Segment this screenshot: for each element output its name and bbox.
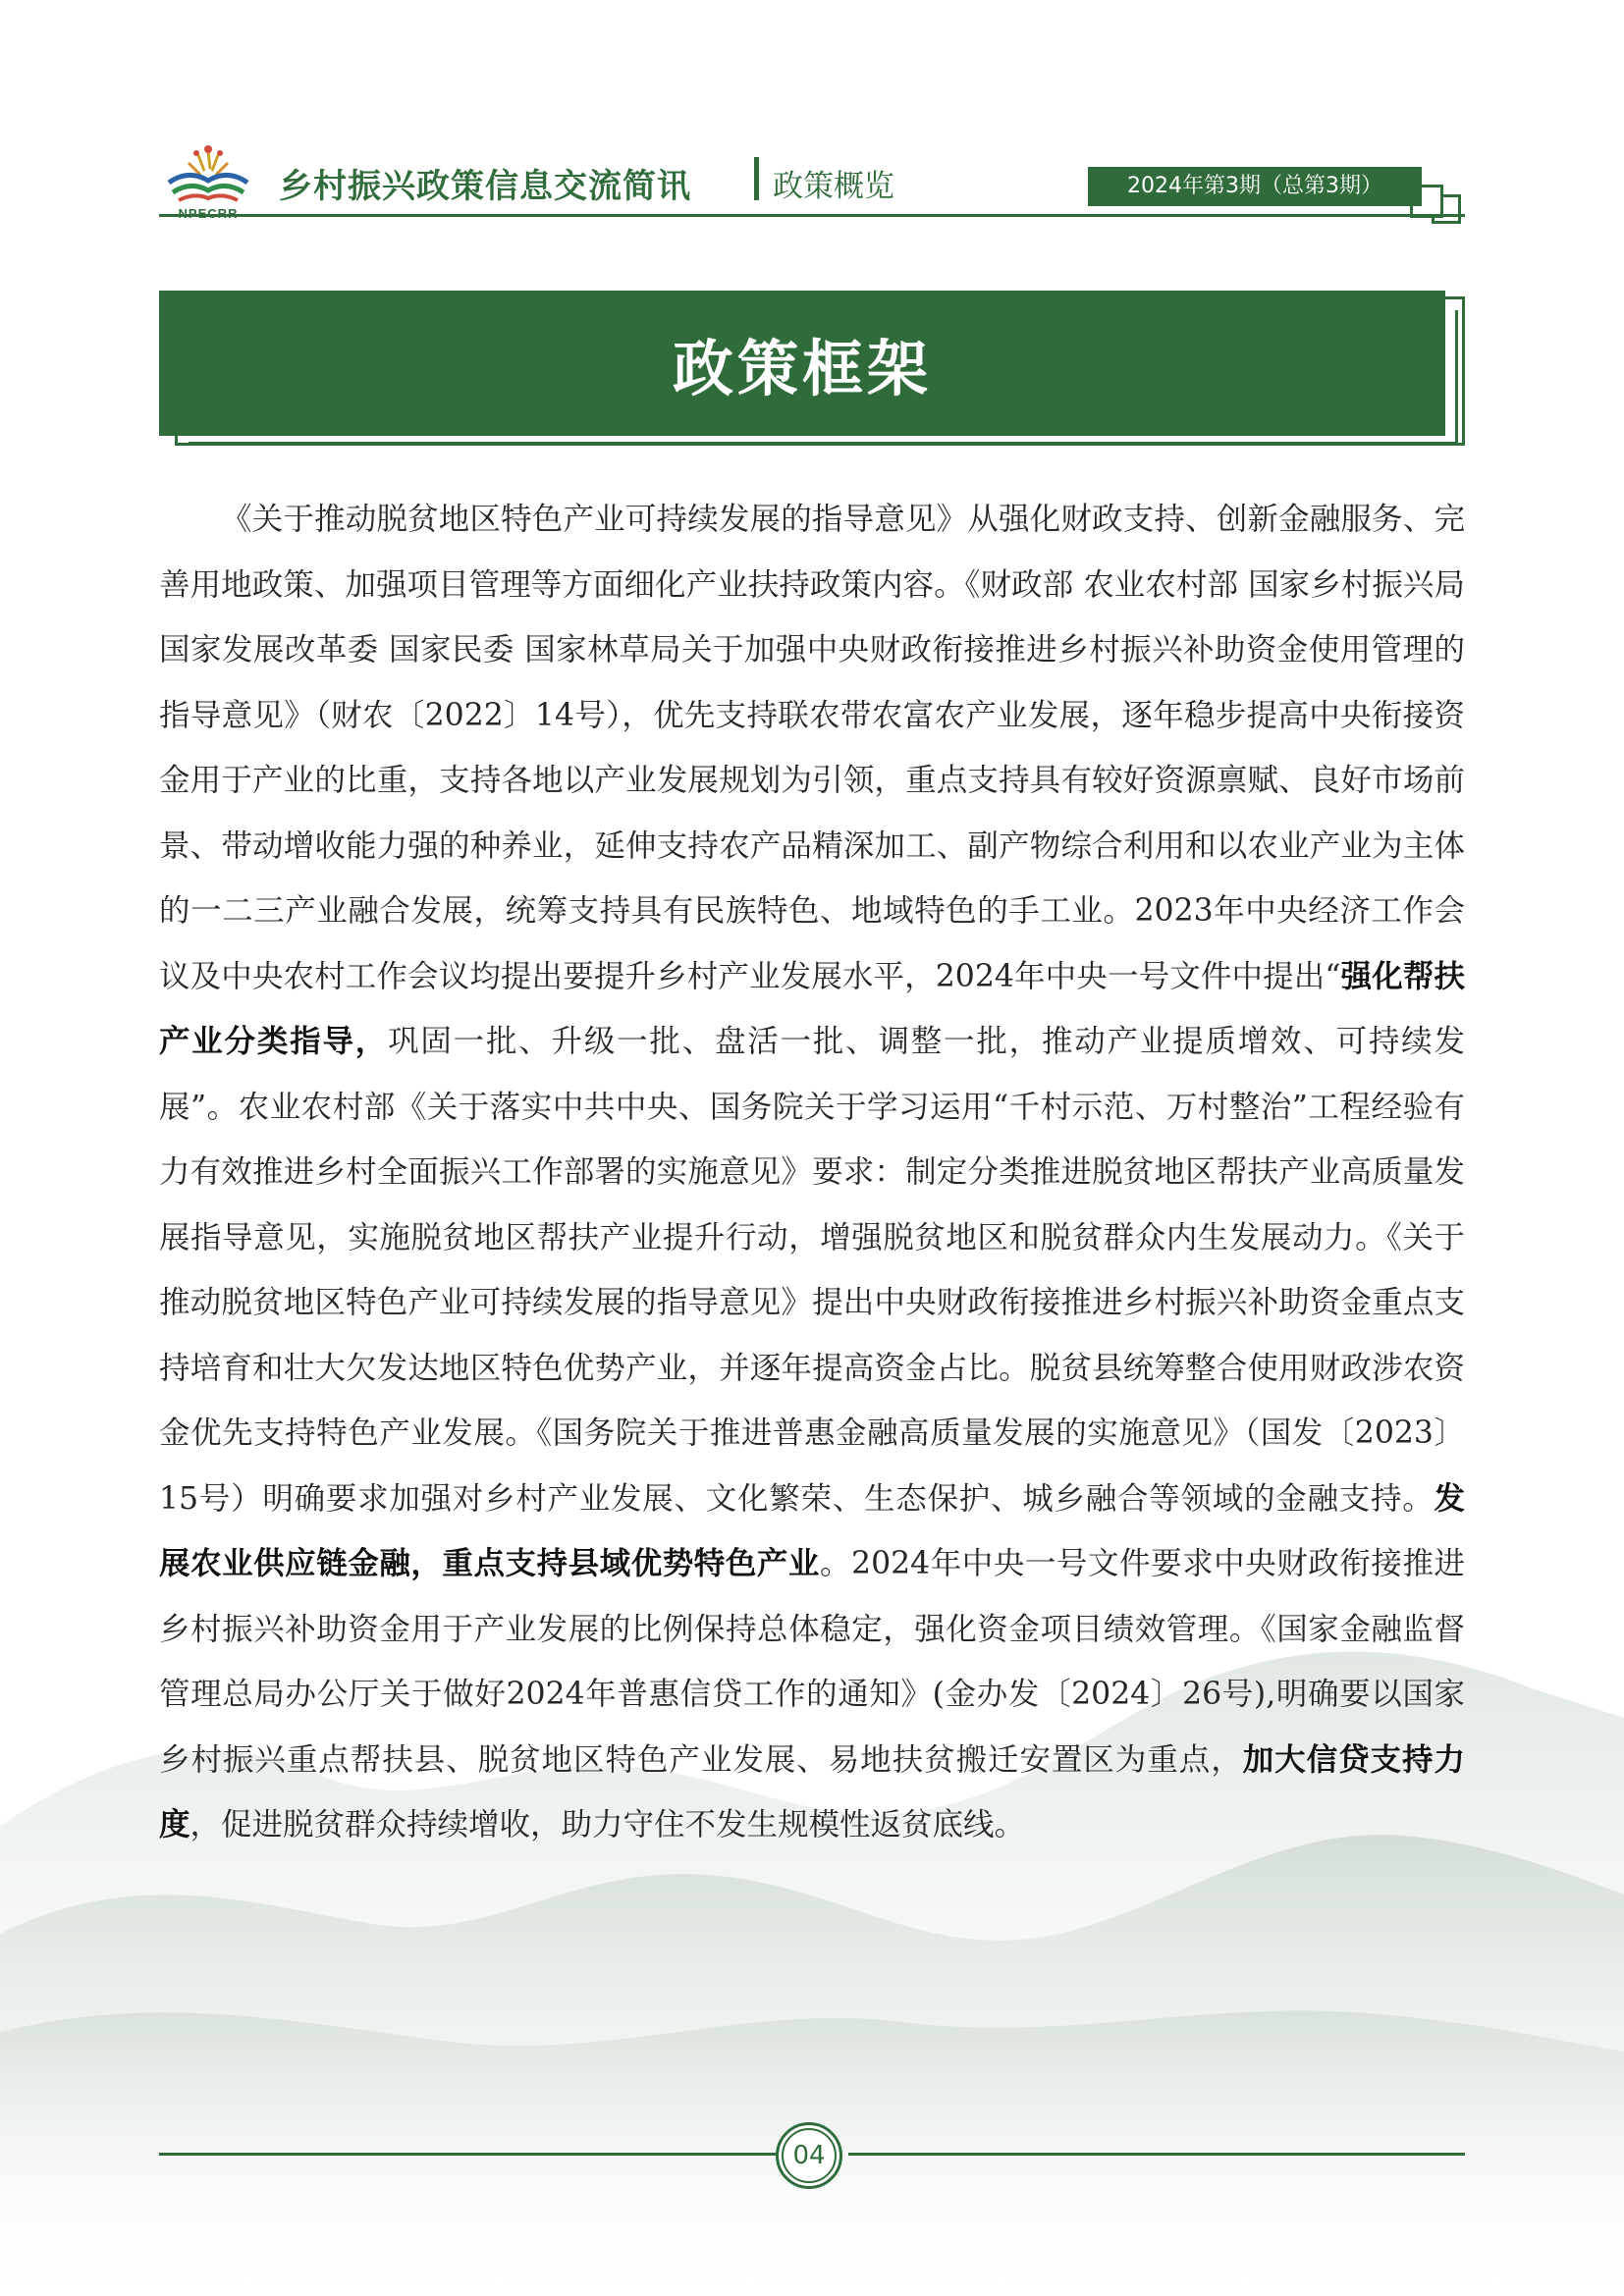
section-name: 政策概览: [773, 169, 894, 204]
header-rule: [159, 214, 1465, 217]
page-number: 04: [782, 2128, 837, 2183]
footer-rule: [159, 2153, 776, 2156]
body-text: ，促进脱贫群众持续增收，助力守住不发生规模性返贫底线。: [189, 1807, 1026, 1842]
footer-rule: [848, 2153, 1465, 2156]
emphasis-text: 强化帮扶产业分类指导，: [159, 957, 1465, 1059]
publication-title: 乡村振兴政策信息交流简讯: [279, 167, 691, 206]
page-header: [159, 137, 1465, 226]
page-title: 政策框架: [672, 332, 932, 404]
wheat-logo-icon: [159, 143, 257, 208]
article-body: [159, 487, 1465, 1858]
title-banner: [159, 291, 1445, 436]
paragraph: [159, 487, 1465, 1858]
issue-label: 2024年第3期（总第3期）: [1088, 167, 1422, 206]
page-number-badge: [776, 2122, 842, 2189]
body-text: 。2024年中央一号文件要求中央财政衔接推进乡村振兴补助资金用于产业发展的比例保持总体稳定，强化资金项目绩效管理。《国家金融监督管理总局办公厅关于做好2024年普惠信贷工作的通知》(金办发〔2024〕26号),明确要以国家乡村振兴重点帮扶县、脱贫地区特色产业发展、易地扶贫搬迁安置区为重点，: [159, 1546, 1465, 1778]
emphasis-text: 发展农业供应链金融，重点支持县域优势特色产业: [159, 1479, 1465, 1581]
header-separator: [754, 157, 759, 200]
body-text: 《关于推动脱贫地区特色产业可持续发展的指导意见》从强化财政支持、创新金融服务、完善用地政策、加强项目管理等方面细化产业扶持政策内容。《财政部 农业农村部 国家乡村振兴局 国家发展改革委 国家民委 国家林草局关于加强中央财政衔接推进乡村振兴补助资金使用管理的指导意见》（财农〔2022〕14号），优先支持联农带农富农产业发展，逐年稳步提高中央衔接资金用于产业的比重，支持各地以产业发展规划为引领，重点支持具有较好资源禀赋、良好市场前景、带动增收能力强的种养业，延伸支持农产品精深加工、副产物综合利用和以农业产业为主体的一二三产业融合发展，统筹支持具有民族特色、地域特色的手工业。2023年中央经济工作会议及中央农村工作会议均提出要提升乡村产业发展水平，2024年中央一号文件中提出“: [159, 502, 1465, 994]
body-text: 巩固一批、升级一批、盘活一批、调整一批，推动产业提质增效、可持续发展”。农业农村部《关于落实中共中央、国务院关于学习运用“千村示范、万村整治”工程经验有力有效推进乡村全面振兴工作部署的实施意见》要求：制定分类推进脱贫地区帮扶产业高质量发展指导意见，实施脱贫地区帮扶产业提升行动，增强脱贫地区和脱贫群众内生发展动力。《关于推动脱贫地区特色产业可持续发展的指导意见》提出中央财政衔接推进乡村振兴补助资金重点支持培育和壮大欠发达地区特色优势产业，并逐年提高资金占比。脱贫县统筹整合使用财政涉农资金优先支持特色产业发展。《国务院关于推进普惠金融高质量发展的实施意见》（国发〔2023〕15号）明确要求加强对乡村产业发展、文化繁荣、生态保护、城乡融合等领域的金融支持。: [159, 1024, 1465, 1517]
emphasis-text: 加大信贷支持力度: [159, 1740, 1465, 1842]
